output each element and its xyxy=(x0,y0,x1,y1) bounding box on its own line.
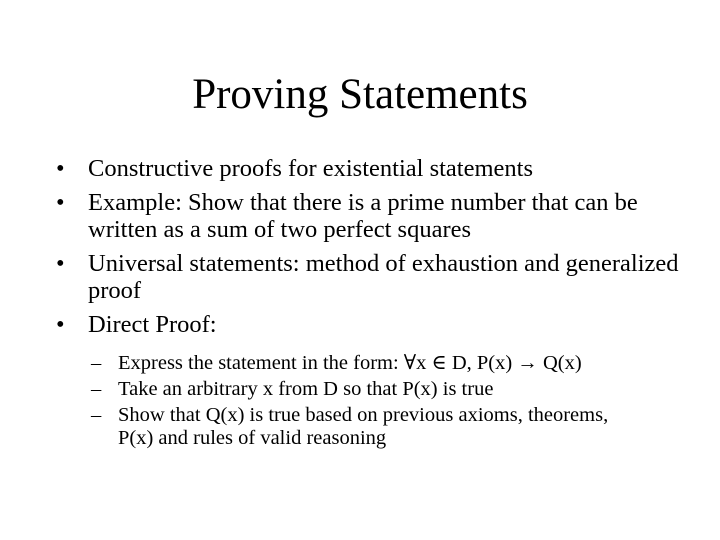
sub-bullet-text: Take an arbitrary x from D so that P(x) is true xyxy=(118,378,494,400)
bullet-item-constructive-proofs xyxy=(56,155,686,182)
sub-bullet-express-statement xyxy=(91,352,623,375)
bullet-marker: • xyxy=(56,189,65,216)
sub-bullet-list xyxy=(91,352,689,450)
sub-bullet-text: Show that Q(x) is true based on previous axioms, theorems, P(x) and rules of valid reasoning xyxy=(118,404,609,449)
bullet-text: Constructive proofs for existential statements xyxy=(88,155,533,182)
bullet-text: Example: Show that there is a prime number that can be written as a sum of two perfect squares xyxy=(88,189,638,243)
slide-title: Proving Statements xyxy=(192,71,528,118)
sub-bullet-arbitrary-x xyxy=(91,378,623,401)
bullet-marker: • xyxy=(56,250,65,277)
sub-bullet-show-qx xyxy=(91,404,623,450)
bullet-text: Universal statements: method of exhaustion and generalized proof xyxy=(88,250,679,304)
bullet-marker: • xyxy=(56,311,65,338)
sub-bullet-marker: – xyxy=(91,378,102,400)
bullet-item-universal-statements xyxy=(56,250,686,304)
bullet-item-example xyxy=(56,189,686,243)
sub-bullet-text: Express the statement in the form: ∀x ∈ D, P(x) → Q(x) xyxy=(118,352,582,374)
bullet-item-direct-proof xyxy=(56,311,686,450)
bullet-text: Direct Proof: xyxy=(88,311,217,338)
sub-bullet-marker: – xyxy=(91,352,102,374)
sub-bullet-marker: – xyxy=(91,404,102,426)
bullet-list xyxy=(56,155,686,457)
bullet-marker: • xyxy=(56,155,65,182)
